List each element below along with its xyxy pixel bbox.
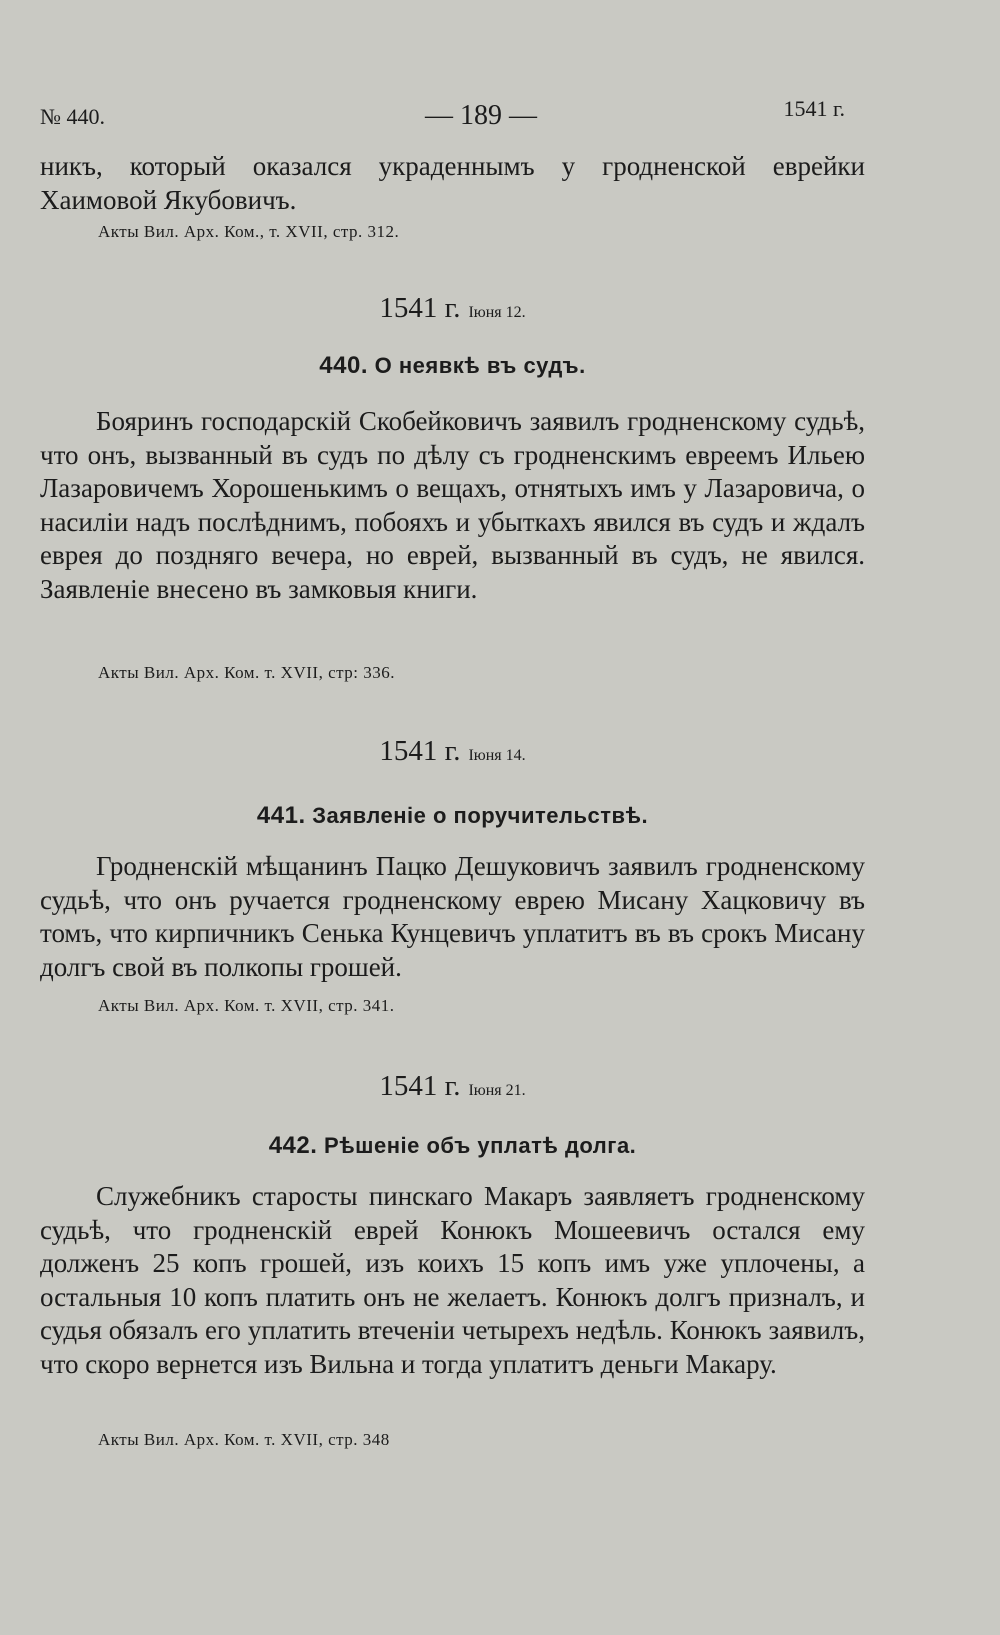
continuation-text: никъ, который оказался украденнымъ у гродненской еврейки Хаимовой Якубовичъ.: [40, 151, 865, 215]
entry-date-day: Іюня 14.: [468, 747, 526, 764]
entry-date-year: 1541 г.: [379, 735, 461, 767]
entry-title: О неявкѣ въ судъ.: [374, 353, 586, 378]
entry-number: 442.: [268, 1132, 318, 1159]
page-number: — 189 —: [425, 100, 537, 131]
entry-date-day: Іюня 12.: [468, 304, 526, 321]
entry-source: Акты Вил. Арх. Ком. т. XVII, стр: 336.: [98, 663, 395, 682]
entry-date-year: 1541 г.: [379, 1070, 461, 1102]
entry-date-day: Іюня 21.: [468, 1082, 526, 1099]
entry-date: [40, 1070, 865, 1103]
continuation-source: Акты Вил. Арх. Ком., т. XVII, стр. 312.: [98, 222, 400, 241]
entry-title: Заявленіе о поручительствѣ.: [312, 803, 649, 828]
entry-number: 441.: [256, 802, 306, 829]
entry-text: Бояринъ господарскій Скобейковичъ заявилъ гродненскому судьѣ, что онъ, вызванный въ судъ по дѣлу съ гродненскимъ евреемъ Ильею Лазаровичемъ Хорошенькимъ о вещахъ, отнятыхъ имъ у Лазаровича, о насиліи надъ послѣднимъ, побояхъ и убыткахъ явился въ судъ и ждалъ еврея до поздняго вечера, но еврей, вызванный въ судъ, не явился. Заявленіе внесено въ замковыя книги.: [40, 406, 865, 604]
entry-date: [40, 735, 865, 768]
entry-number: 440.: [319, 352, 368, 379]
entry-date-year: 1541 г.: [379, 292, 461, 324]
running-header: [40, 96, 845, 131]
entry-heading: [40, 352, 865, 380]
entry-date: [40, 292, 865, 325]
entry-heading: [40, 802, 865, 830]
entry-source: Акты Вил. Арх. Ком. т. XVII, стр. 341.: [98, 996, 395, 1015]
header-entry-number: № 440.: [40, 104, 105, 129]
entry-title: Рѣшеніе объ уплатѣ долга.: [324, 1133, 637, 1158]
header-year: 1541 г.: [783, 96, 845, 121]
entry-heading: [40, 1132, 865, 1160]
entry-source: Акты Вил. Арх. Ком. т. XVII, стр. 348: [98, 1430, 390, 1449]
entry-text: Служебникъ старосты пинскаго Макаръ заявляетъ гродненскому судьѣ, что гродненскій еврей Конюкъ Мошеевичъ остался ему долженъ 25 копъ грошей, изъ коихъ 15 копъ имъ уже уплочены, а остальныя 10 копъ платить онъ не желаетъ. Конюкъ долгъ призналъ, и судья обязалъ его уплатить втеченіи четырехъ недѣль. Конюкъ заявилъ, что скоро вернется изъ Вильна и тогда уплатитъ деньги Макару.: [40, 1181, 865, 1379]
entry-text: Гродненскій мѣщанинъ Пацко Дешуковичъ заявилъ гродненскому судьѣ, что онъ ручается гродненскому еврею Мисану Хацковичу въ томъ, что кирпичникъ Сенька Кунцевичъ уплатитъ въ въ срокъ Мисану долгъ свой въ полкопы грошей.: [40, 851, 865, 982]
